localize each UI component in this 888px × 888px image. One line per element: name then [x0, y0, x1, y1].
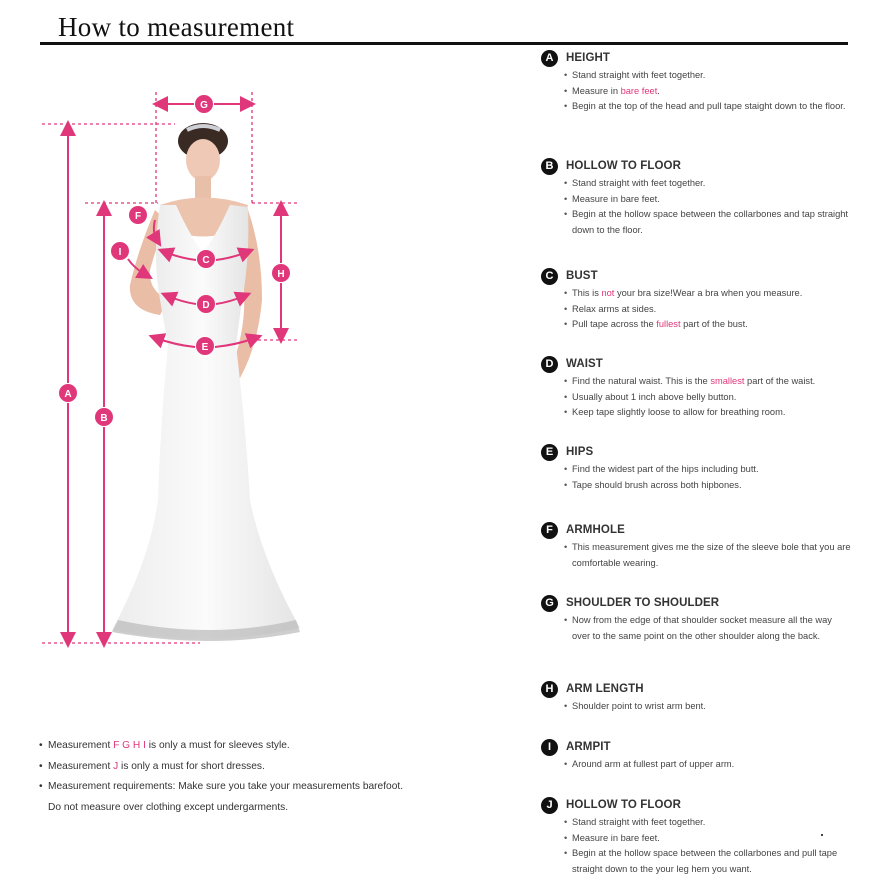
- measurement-diagram: [0, 50, 520, 690]
- label-f: [129, 206, 147, 224]
- svg-text:I: I: [118, 247, 122, 258]
- letter-badge-icon: E: [541, 444, 558, 461]
- stray-dot: [821, 834, 823, 836]
- bullet: • Keep tape slightly loose to allow for breathing room.: [566, 405, 851, 421]
- bullet: • Shoulder point to wrist arm bent.: [566, 699, 851, 715]
- bullet: • Tape should brush across both hipbones.: [566, 478, 851, 494]
- svg-text:B: B: [100, 413, 108, 424]
- letter-badge-icon: B: [541, 158, 558, 175]
- label-e: [196, 337, 214, 355]
- instruction-height: [541, 50, 851, 115]
- bullet: • Now from the edge of that shoulder socket measure all the way over to the same point on the other shoulder along the back.: [566, 613, 851, 644]
- svg-text:G: G: [200, 100, 208, 111]
- item-title: BUST: [566, 270, 598, 282]
- svg-text:A: A: [64, 389, 72, 400]
- note: • Measurement requirements: Make sure you take your measurements barefoot.: [38, 777, 468, 798]
- item-title: WAIST: [566, 358, 603, 370]
- item-title: HIPS: [566, 446, 594, 458]
- label-c: [197, 250, 215, 268]
- bullet: • Measure in bare feet.: [566, 192, 851, 208]
- bullet: • Stand straight with feet together.: [566, 68, 851, 84]
- bullet: • Pull tape across the fullest part of the bust.: [566, 317, 851, 333]
- letter-badge-icon: F: [541, 522, 558, 539]
- letter-badge-icon: D: [541, 356, 558, 373]
- item-title: ARMHOLE: [566, 524, 625, 536]
- measurement-notes: [38, 736, 468, 818]
- item-title: SHOULDER TO SHOULDER: [566, 597, 720, 609]
- letter-badge-icon: I: [541, 739, 558, 756]
- bullet: • This measurement gives me the size of the sleeve bole that you are comfortable wearing.: [566, 540, 851, 571]
- bullet: • Begin at the hollow space between the collarbones and tap straight down to the floor.: [566, 207, 851, 238]
- bullet: • Begin at the hollow space between the collarbones and pull tape straight down to the your leg hem you want.: [566, 846, 851, 877]
- letter-badge-icon: H: [541, 681, 558, 698]
- svg-text:H: H: [277, 269, 285, 280]
- instruction-bust: [541, 268, 851, 333]
- letter-badge-icon: A: [541, 50, 558, 67]
- item-title: HEIGHT: [566, 52, 611, 64]
- item-title: ARMPIT: [566, 741, 611, 753]
- item-title: HOLLOW TO FLOOR: [566, 799, 681, 811]
- label-b: [95, 408, 113, 426]
- bullet: • Measure in bare feet.: [566, 84, 851, 100]
- label-i: [111, 242, 129, 260]
- bullet: • Around arm at fullest part of upper arm.: [566, 757, 851, 773]
- svg-text:E: E: [201, 342, 209, 353]
- letter-badge-icon: G: [541, 595, 558, 612]
- label-d: [197, 295, 215, 313]
- instruction-shoulder-to-shoulder: [541, 595, 851, 644]
- item-title: ARM LENGTH: [566, 683, 644, 695]
- bullet: • Measure in bare feet.: [566, 831, 851, 847]
- instruction-waist: [541, 356, 851, 421]
- instruction-armhole: [541, 522, 851, 571]
- letter-badge-icon: C: [541, 268, 558, 285]
- bullet: • Find the natural waist. This is the smallest part of the waist.: [566, 374, 851, 390]
- model-silhouette: [112, 123, 300, 641]
- instruction-armpit: [541, 739, 851, 773]
- page-title: How to measurement: [58, 12, 295, 42]
- bullet: • Find the widest part of the hips including butt.: [566, 462, 851, 478]
- note: • Measurement J is only a must for short dresses.: [38, 757, 468, 778]
- note-continuation: Do not measure over clothing except undergarments.: [48, 801, 289, 813]
- bullet: • Stand straight with feet together.: [566, 176, 851, 192]
- bullet: • This is not your bra size!Wear a bra when you measure.: [566, 286, 851, 302]
- letter-badge-icon: J: [541, 797, 558, 814]
- label-h: [272, 264, 290, 282]
- item-title: HOLLOW TO FLOOR: [566, 160, 681, 172]
- svg-text:C: C: [202, 255, 210, 266]
- bullet: • Begin at the top of the head and pull tape staight down to the floor.: [566, 99, 851, 115]
- bullet: • Stand straight with feet together.: [566, 815, 851, 831]
- bullet: • Relax arms at sides.: [566, 302, 851, 318]
- title-divider: [40, 42, 848, 45]
- bullet: • Usually about 1 inch above belly button.: [566, 390, 851, 406]
- instruction-arm-length: [541, 681, 851, 715]
- instruction-hollow-to-hem: [541, 797, 851, 877]
- note: • Measurement F G H I is only a must for sleeves style.: [38, 736, 468, 757]
- instruction-hips: [541, 444, 851, 493]
- label-g: [195, 95, 213, 113]
- label-a: [59, 384, 77, 402]
- svg-text:D: D: [202, 300, 210, 311]
- instruction-hollow-to-floor: [541, 158, 851, 238]
- svg-text:F: F: [134, 211, 142, 222]
- measurement-figure: [0, 50, 520, 690]
